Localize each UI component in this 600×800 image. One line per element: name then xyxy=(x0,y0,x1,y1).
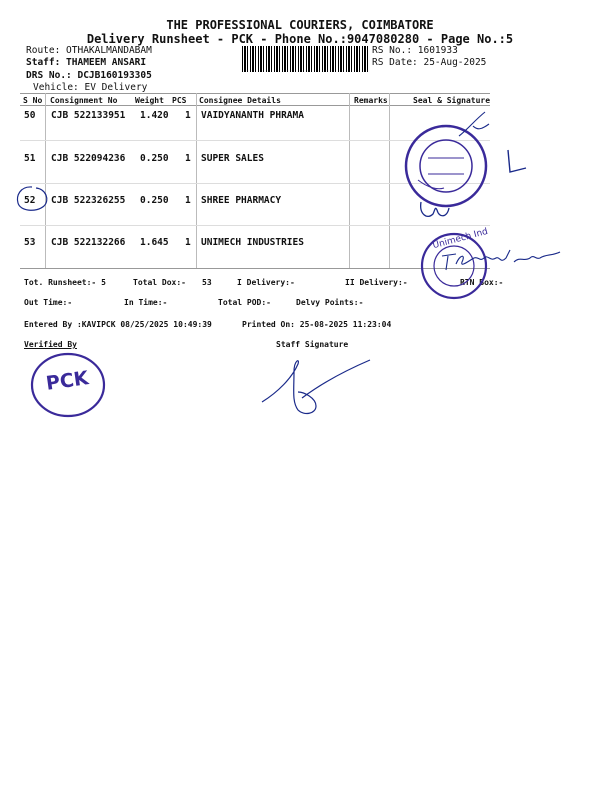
table-header-rule xyxy=(20,105,490,106)
delvy-points: Delvy Points:- xyxy=(296,298,364,307)
pck-stamp-text: PCK xyxy=(44,367,90,395)
ii-delivery: II Delivery:- xyxy=(345,278,408,287)
printed-on: Printed On: 25-08-2025 11:23:04 xyxy=(242,320,392,329)
unimech-stamp-text: Unimech Ind xyxy=(431,226,490,252)
tot-runsheet: Tot. Runsheet:- 5 xyxy=(24,278,106,287)
row-consignee: UNIMECH INDUSTRIES xyxy=(201,237,304,248)
staff: Staff: THAMEEM ANSARI xyxy=(26,57,147,68)
col-divider xyxy=(196,93,197,268)
out-time: Out Time:- xyxy=(24,298,73,307)
in-time: In Time:- xyxy=(124,298,168,307)
vehicle: Vehicle: EV Delivery xyxy=(33,82,148,93)
i-delivery: I Delivery:- xyxy=(237,278,295,287)
pen-flourish-mark xyxy=(455,106,495,142)
pen-circle-mark xyxy=(14,184,50,214)
row-weight: 1.645 xyxy=(140,237,169,248)
col-header-consignment: Consignment No xyxy=(50,96,118,105)
row-consignment: CJB 522132266 xyxy=(51,237,126,248)
runsheet-subtitle: Delivery Runsheet - PCK - Phone No.:9047080280 - Page No.:5 xyxy=(86,32,514,46)
total-dox-label: Total Dox:- xyxy=(133,278,186,287)
rs-date: RS Date: 25-Aug-2025 xyxy=(372,57,487,68)
col-divider xyxy=(349,93,350,268)
row-consignment: CJB 522133951 xyxy=(51,110,126,121)
staff-signature-mark xyxy=(258,352,378,422)
entered-by: Entered By :KAVIPCK 08/25/2025 10:49:39 xyxy=(24,320,212,329)
col-header-consignee: Consignee Details xyxy=(199,96,281,105)
col-divider xyxy=(45,93,46,268)
row-sno: 50 xyxy=(24,110,36,121)
rtn-box: RTN Box:- xyxy=(460,278,504,287)
total-dox-value: 53 xyxy=(202,278,212,287)
pen-tick-mark xyxy=(500,148,530,176)
drs-number: DRS No.: DCJB160193305 xyxy=(26,70,152,81)
col-header-sno: S No xyxy=(23,96,43,105)
verified-by-label: Verified By xyxy=(24,340,77,349)
row-consignment: CJB 522326255 xyxy=(51,195,126,206)
rs-number: RS No.: 1601933 xyxy=(372,45,458,56)
route: Route: OTHAKALMANDABAM xyxy=(26,45,152,56)
row-consignee: SUPER SALES xyxy=(201,153,264,164)
row-weight: 0.250 xyxy=(140,153,169,164)
row-pcs: 1 xyxy=(185,153,191,164)
staff-signature-label: Staff Signature xyxy=(276,340,349,349)
table-top-rule xyxy=(20,93,490,94)
company-title: THE PROFESSIONAL COURIERS, COIMBATORE xyxy=(166,18,434,32)
row-consignment: CJB 522094236 xyxy=(51,153,126,164)
pen-scribble-mark xyxy=(415,196,455,226)
consignee-signature xyxy=(440,240,576,280)
row-pcs: 1 xyxy=(185,110,191,121)
col-divider xyxy=(389,93,390,268)
row-sno: 51 xyxy=(24,153,36,164)
col-header-weight: Weight xyxy=(135,96,164,105)
total-pod: Total POD:- xyxy=(218,298,271,307)
row-weight: 0.250 xyxy=(140,195,169,206)
row-consignee: SHREE PHARMACY xyxy=(201,195,282,206)
row-consignee: VAIDYANANTH PHRAMA xyxy=(201,110,304,121)
col-header-seal: Seal & Signature xyxy=(413,96,491,105)
col-header-pcs: PCS xyxy=(172,96,187,105)
row-sno: 53 xyxy=(24,237,36,248)
col-header-remarks: Remarks xyxy=(354,96,388,105)
row-pcs: 1 xyxy=(185,195,191,206)
row-sno: 52 xyxy=(24,195,36,206)
row-weight: 1.420 xyxy=(140,110,169,121)
row-pcs: 1 xyxy=(185,237,191,248)
barcode xyxy=(242,46,368,72)
